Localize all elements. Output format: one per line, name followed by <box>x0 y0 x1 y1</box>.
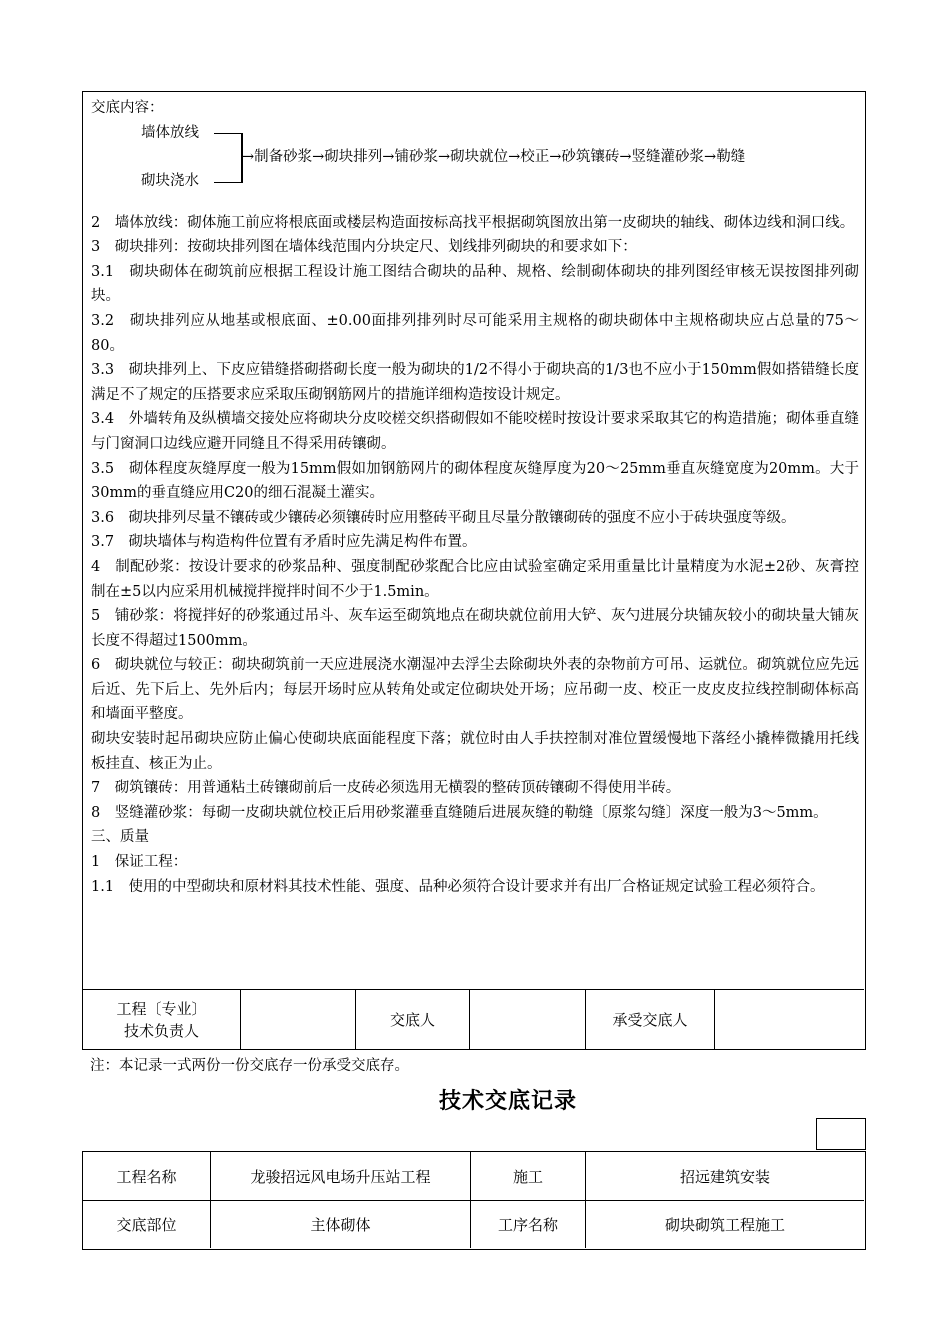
paragraph: 5 铺砂浆：将搅拌好的砂浆通过吊斗、灰车运至砌筑地点在砌块就位前用大铲、灰勺进展分块铺灰较小的砌块量大铺灰长度不得超过1500mm。 <box>91 608 859 649</box>
tech-lead-label-line2: 技术负责人 <box>123 1021 199 1040</box>
paragraph: 8 竖缝灌砂浆：每砌一皮砌块就位校正后用砂浆灌垂直缝随后进展灰缝的勒缝〔原浆勾缝〕深度一般为3～5mm。 <box>91 804 828 821</box>
project-info-table <box>82 1151 866 1250</box>
process-label: 工序名称 <box>471 1201 586 1248</box>
tech-lead-signature-field[interactable] <box>241 990 356 1049</box>
paragraph: 3.3 砌块排列上、下皮应错缝搭砌搭砌长度一般为砌块的1/2不得小于砌块高的1/3也不应小于150mm假如搭错缝长度满足不了规定的压搭要求应采取压砌钢筋网片的措施详细构造按设计规定。 <box>91 362 859 403</box>
content-intro: 交底内容： <box>91 100 164 116</box>
record-note: 注：本记录一式两份一份交底存一份承受交底存。 <box>90 1058 409 1074</box>
part-label: 交底部位 <box>83 1201 211 1248</box>
disclosure-content-box <box>82 91 866 1050</box>
paragraph: 1 保证工程： <box>91 854 188 871</box>
flow-sequence: →制备砂浆→砌块排列→铺砂浆→砌块就位→校正→砂筑镶砖→竖缝灌砂浆→勒缝 <box>242 148 746 165</box>
process-value: 砌块砌筑工程施工 <box>664 1216 785 1234</box>
paragraph: 砌块安装时起吊砌块应防止偏心使砌块底面能程度下落；就位时由人手扶控制对准位置缓慢地下落经小撬棒微撬用托线板挂直、核正为止。 <box>91 731 859 772</box>
paragraph: 3.7 砌块墙体与构造构件位置有矛盾时应先满足构件布置。 <box>91 534 477 551</box>
section-heading-quality: 三、质量 <box>91 829 149 846</box>
paragraph: 6 砌块就位与较正：砌块砌筑前一天应进展浇水潮湿冲去浮尘去除砌块外表的杂物前方可吊、运就位。砌筑就位应先远后近、先下后上、先外后内；每层开场时应从转角处或定位砌块处开场；应吊砌一皮、校正一皮皮皮拉线控制砌体标高和墙面平整度。 <box>91 657 859 723</box>
part-value: 主体砌体 <box>211 1201 471 1248</box>
tech-lead-label-line1: 工程〔专业〕 <box>116 999 207 1018</box>
document-title: 技术交底记录 <box>438 1089 577 1114</box>
discloser-label: 交底人 <box>356 990 470 1049</box>
paragraph: 7 砌筑镶砖：用普通粘土砖镶砌前后一皮砖必须选用无横裂的整砖顶砖镶砌不得使用半砖。 <box>91 780 681 797</box>
flow-bracket-bottom-line <box>214 182 242 184</box>
process-flow-diagram <box>91 121 859 211</box>
paragraph: 3.5 砌体程度灰缝厚度一般为15mm假如加钢筋网片的砌体程度灰缝厚度为20～25mm垂直灰缝宽度为20mm。大于30mm的垂直缝应用C20的细石混凝土灌实。 <box>91 460 859 502</box>
receiver-label: 承受交底人 <box>586 990 715 1049</box>
project-name-value: 龙骏招远风电场升压站工程 <box>211 1152 471 1201</box>
construction-value: 招远建筑安装 <box>586 1152 864 1201</box>
discloser-signature-field[interactable] <box>470 990 586 1049</box>
construction-label: 施工 <box>471 1152 586 1201</box>
paragraph: 3.2 砌块排列应从地基或根底面、±0.00面排列排列时尽可能采用主规格的砌块砌体中主规格砌块应占总量的75～80。 <box>91 312 859 354</box>
signature-row <box>83 989 864 1049</box>
record-number-box[interactable] <box>816 1118 866 1150</box>
paragraph: 2 墙体放线：砌体施工前应将根底面或楼层构造面按标高找平根据砌筑图放出第一皮砌块的轴线、砌体边线和洞口线。 <box>91 214 855 231</box>
disclosure-content <box>91 96 859 899</box>
tech-lead-label <box>83 990 241 1049</box>
paragraph: 3.4 外墙转角及纵横墙交接处应将砌块分皮咬槎交织搭砌假如不能咬槎时按设计要求采取其它的构造措施；砌体垂直缝与门窗洞口边线应避开同缝且不得采用砖镶砌。 <box>91 411 859 452</box>
paragraph: 3.6 砌块排列尽量不镶砖或少镶砖必须镶砖时应用整砖平砌且尽量分散镶砌砖的强度不应小于砖块强度等级。 <box>91 509 796 526</box>
project-name-label: 工程名称 <box>83 1152 211 1201</box>
flow-input-block-watering: 砌块浇水 <box>141 172 199 189</box>
paragraph: 3.1 砌块砌体在砌筑前应根据工程设计施工图结合砌块的品种、规格、绘制砌体砌块的排列图经审核无误按图排列砌块。 <box>91 263 859 305</box>
paragraph: 4 制配砂浆：按设计要求的砂浆品种、强度制配砂浆配合比应由试验室确定采用重量比计量精度为水泥±2砂、灰膏控制在±5以内应采用机械搅拌搅拌时间不少于1.5min。 <box>91 558 859 600</box>
receiver-signature-field[interactable] <box>715 990 864 1049</box>
flow-input-wall-layout: 墙体放线 <box>141 124 199 141</box>
paragraph: 1.1 使用的中型砌块和原材料其技术性能、强度、品种必须符合设计要求并有出厂合格证规定试验工程必须符合。 <box>91 878 825 895</box>
flow-bracket-top-line <box>214 133 242 135</box>
paragraph: 3 砌块排列：按砌块排列图在墙体线范围内分块定尺、划线排列砌块的和要求如下： <box>91 239 637 256</box>
